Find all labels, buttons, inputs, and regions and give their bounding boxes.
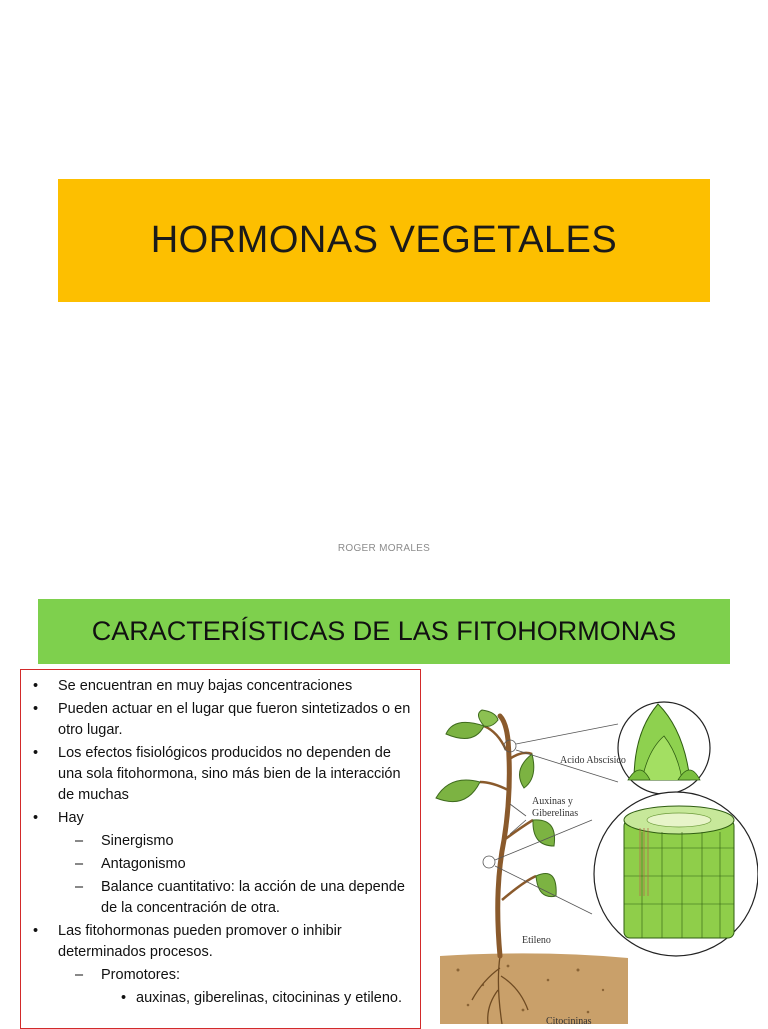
label-gibberellins: Giberelinas	[532, 808, 579, 819]
bullet-item: – Promotores:	[31, 965, 414, 986]
bullet-item: – Antagonismo	[31, 854, 414, 875]
bullet-item: • Las fitohormonas pueden promover o inhibir determinados procesos.	[31, 921, 414, 963]
bullet-item: • Hay	[31, 808, 414, 829]
title-banner	[58, 179, 710, 302]
section-title: CARACTERÍSTICAS DE LAS FITOHORMONAS	[91, 616, 677, 646]
bullet-text-box	[20, 669, 421, 1029]
stem-section-icon	[594, 792, 758, 956]
apical-bud-icon	[618, 702, 710, 794]
label-auxins: Auxinas y	[532, 796, 573, 807]
plant-hormone-illustration	[428, 670, 758, 1024]
slide-title: HORMONAS VEGETALES	[150, 219, 618, 261]
author-name: ROGER MORALES	[337, 543, 431, 554]
bullet-item: – Sinergismo	[31, 831, 414, 852]
bullet-list	[31, 676, 414, 1009]
label-abscisic-acid: Acido Abscísico	[560, 755, 626, 766]
bullet-item: • Se encuentran en muy bajas concentraciones	[31, 676, 414, 697]
plant-seedling-icon	[436, 710, 556, 956]
bullet-item: – Balance cuantitativo: la acción de una depende de la concentración de otra.	[31, 877, 414, 919]
bullet-item: • Pueden actuar en el lugar que fueron sintetizados o en otro lugar.	[31, 699, 414, 741]
label-ethylene: Etileno	[522, 935, 551, 946]
bullet-item: • Los efectos fisiológicos producidos no dependen de una sola fitohormona, sino más bien de la interacción de muchas	[31, 743, 414, 806]
label-cytokinins: Citocininas	[546, 1016, 592, 1024]
soil-icon	[440, 953, 628, 1024]
bullet-item: • auxinas, giberelinas, citocininas y etileno.	[31, 988, 414, 1009]
section-banner	[38, 599, 730, 664]
